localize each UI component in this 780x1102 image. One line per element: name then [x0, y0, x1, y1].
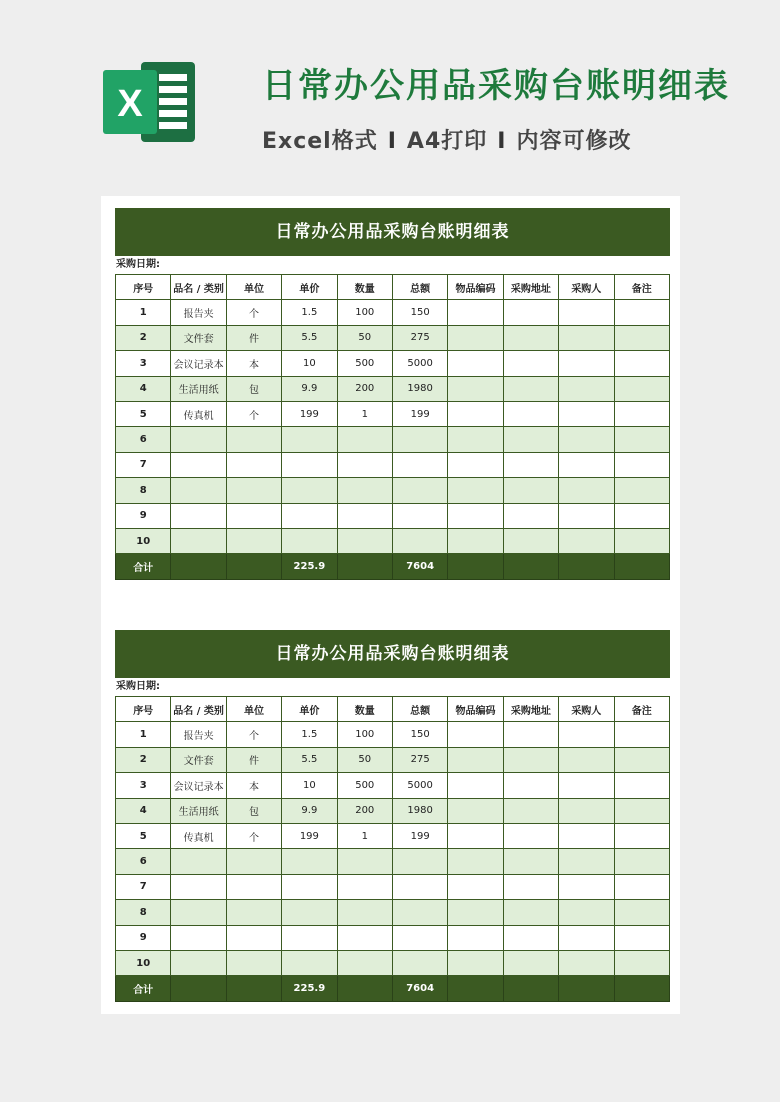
- column-header: 采购地址: [503, 275, 558, 300]
- table-cell[interactable]: [448, 401, 503, 426]
- table-cell[interactable]: [226, 925, 281, 950]
- column-header: 采购人: [559, 697, 614, 722]
- table-cell[interactable]: [614, 325, 669, 350]
- table-cell[interactable]: [614, 823, 669, 848]
- table-cell[interactable]: 2: [116, 747, 171, 772]
- table-cell[interactable]: 10: [282, 351, 337, 376]
- table-cell[interactable]: 9: [116, 925, 171, 950]
- table-cell[interactable]: [171, 503, 226, 528]
- table-cell[interactable]: [448, 900, 503, 925]
- table-cell[interactable]: [448, 798, 503, 823]
- table-cell[interactable]: 7: [116, 874, 171, 899]
- table-row: [116, 823, 670, 848]
- table-row: [116, 798, 670, 823]
- table-cell[interactable]: 199: [392, 823, 447, 848]
- table-cell[interactable]: [448, 325, 503, 350]
- column-header: 数量: [337, 697, 392, 722]
- total-cell: 合计: [116, 554, 171, 579]
- table-cell[interactable]: [559, 300, 614, 325]
- total-cell: 7604: [392, 976, 447, 1001]
- table-cell[interactable]: [282, 503, 337, 528]
- table-cell[interactable]: [614, 300, 669, 325]
- column-header: 单位: [226, 697, 281, 722]
- column-header: 品名 / 类别: [171, 697, 226, 722]
- table-cell[interactable]: 1.5: [282, 300, 337, 325]
- table-cell[interactable]: [559, 401, 614, 426]
- table-cell[interactable]: [171, 925, 226, 950]
- column-header: 数量: [337, 275, 392, 300]
- table-cell[interactable]: [171, 849, 226, 874]
- table-cell[interactable]: [171, 528, 226, 553]
- total-cell: [503, 976, 558, 1001]
- table-cell[interactable]: 会议记录本: [171, 773, 226, 798]
- table-cell[interactable]: 5.5: [282, 747, 337, 772]
- table-title: 日常办公用品采购台账明细表: [115, 208, 670, 256]
- table-cell[interactable]: 5: [116, 401, 171, 426]
- table-cell[interactable]: [503, 300, 558, 325]
- table-cell[interactable]: [503, 325, 558, 350]
- table-cell[interactable]: [559, 849, 614, 874]
- table-cell[interactable]: [226, 950, 281, 975]
- table-cell[interactable]: [614, 452, 669, 477]
- table-cell[interactable]: [448, 478, 503, 503]
- column-header: 单价: [282, 697, 337, 722]
- table-cell[interactable]: [448, 823, 503, 848]
- column-header: 采购地址: [503, 697, 558, 722]
- table-cell[interactable]: [392, 925, 447, 950]
- table-cell[interactable]: [614, 874, 669, 899]
- table-cell[interactable]: [614, 351, 669, 376]
- total-cell: [448, 976, 503, 1001]
- total-cell: 225.9: [282, 976, 337, 1001]
- table-cell[interactable]: [503, 798, 558, 823]
- table-cell[interactable]: [503, 478, 558, 503]
- total-cell: [614, 554, 669, 579]
- total-cell: 7604: [392, 554, 447, 579]
- table-cell[interactable]: [448, 849, 503, 874]
- table-cell[interactable]: 1: [116, 722, 171, 747]
- column-header: 单位: [226, 275, 281, 300]
- subtitle-editable: 内容可修改: [516, 129, 632, 154]
- table-cell[interactable]: [226, 503, 281, 528]
- table-cell[interactable]: 6: [116, 849, 171, 874]
- table-cell[interactable]: [503, 376, 558, 401]
- total-cell: [503, 554, 558, 579]
- table-cell[interactable]: [392, 950, 447, 975]
- table-cell[interactable]: [614, 798, 669, 823]
- table-cell[interactable]: 500: [337, 351, 392, 376]
- column-header: 单价: [282, 275, 337, 300]
- table-cell[interactable]: [614, 376, 669, 401]
- table-cell[interactable]: [503, 773, 558, 798]
- total-cell: 合计: [116, 976, 171, 1001]
- table-cell[interactable]: [282, 950, 337, 975]
- table-cell[interactable]: [282, 427, 337, 452]
- total-cell: [171, 976, 226, 1001]
- table-row: [116, 376, 670, 401]
- table-cell[interactable]: 8: [116, 900, 171, 925]
- table-row: [116, 351, 670, 376]
- subtitle-format: Excel格式: [262, 129, 378, 154]
- table-cell[interactable]: [614, 503, 669, 528]
- table-cell[interactable]: [448, 773, 503, 798]
- table-cell[interactable]: 文件套: [171, 325, 226, 350]
- table-cell[interactable]: 8: [116, 478, 171, 503]
- table-cell[interactable]: [448, 452, 503, 477]
- table-cell[interactable]: 报告夹: [171, 722, 226, 747]
- table-cell[interactable]: [226, 478, 281, 503]
- table-cell[interactable]: [171, 427, 226, 452]
- table-cell[interactable]: 9: [116, 503, 171, 528]
- table-cell[interactable]: [226, 452, 281, 477]
- column-header: 总额: [392, 697, 447, 722]
- table-cell[interactable]: [503, 722, 558, 747]
- table-cell[interactable]: 个: [226, 722, 281, 747]
- table-cell[interactable]: 件: [226, 747, 281, 772]
- table-cell[interactable]: 9.9: [282, 376, 337, 401]
- table-row: [116, 950, 670, 975]
- table-cell[interactable]: 100: [337, 722, 392, 747]
- table-cell[interactable]: [614, 427, 669, 452]
- ledger-table: [115, 696, 670, 1002]
- table-cell[interactable]: 本: [226, 773, 281, 798]
- table-cell[interactable]: [559, 747, 614, 772]
- table-header-row: [116, 697, 670, 722]
- table-cell[interactable]: 个: [226, 823, 281, 848]
- table-cell[interactable]: 包: [226, 376, 281, 401]
- table-cell[interactable]: [337, 478, 392, 503]
- table-row: [116, 773, 670, 798]
- table-cell[interactable]: [171, 452, 226, 477]
- table-cell[interactable]: [614, 747, 669, 772]
- table-cell[interactable]: [226, 874, 281, 899]
- table-cell[interactable]: [559, 528, 614, 553]
- table-cell[interactable]: [503, 528, 558, 553]
- column-header: 序号: [116, 697, 171, 722]
- table-row: [116, 452, 670, 477]
- purchase-date-label: 采购日期:: [116, 259, 160, 270]
- table-cell[interactable]: 5.5: [282, 325, 337, 350]
- table-cell[interactable]: [448, 528, 503, 553]
- table-cell[interactable]: [282, 874, 337, 899]
- table-cell[interactable]: 文件套: [171, 747, 226, 772]
- table-cell[interactable]: [337, 503, 392, 528]
- table-cell[interactable]: [337, 849, 392, 874]
- table-cell[interactable]: [614, 900, 669, 925]
- table-cell[interactable]: [559, 773, 614, 798]
- column-header: 备注: [614, 275, 669, 300]
- table-cell[interactable]: 10: [116, 950, 171, 975]
- table-cell[interactable]: 6: [116, 427, 171, 452]
- table-row: [116, 900, 670, 925]
- table-cell[interactable]: 报告夹: [171, 300, 226, 325]
- table-cell[interactable]: [337, 452, 392, 477]
- table-cell[interactable]: [559, 452, 614, 477]
- table-cell[interactable]: 生活用纸: [171, 798, 226, 823]
- table-row: [116, 300, 670, 325]
- table-cell[interactable]: 9.9: [282, 798, 337, 823]
- table-cell[interactable]: [448, 503, 503, 528]
- page-title: 日常办公用品采购台账明细表: [262, 66, 730, 106]
- table-cell[interactable]: [448, 950, 503, 975]
- total-cell: [559, 976, 614, 1001]
- table-cell[interactable]: [559, 874, 614, 899]
- table-cell[interactable]: 5000: [392, 773, 447, 798]
- table-cell[interactable]: 150: [392, 722, 447, 747]
- table-cell[interactable]: [282, 528, 337, 553]
- total-cell: [559, 554, 614, 579]
- table-cell[interactable]: [503, 925, 558, 950]
- table-cell[interactable]: [448, 874, 503, 899]
- table-cell[interactable]: [559, 722, 614, 747]
- excel-logo-icon: [101, 56, 199, 148]
- table-cell[interactable]: [559, 427, 614, 452]
- table-cell[interactable]: 275: [392, 325, 447, 350]
- total-cell: [171, 554, 226, 579]
- table-cell[interactable]: [614, 925, 669, 950]
- table-cell[interactable]: 件: [226, 325, 281, 350]
- table-cell[interactable]: [392, 874, 447, 899]
- table-cell[interactable]: [559, 900, 614, 925]
- table-cell[interactable]: 本: [226, 351, 281, 376]
- table-cell[interactable]: [392, 478, 447, 503]
- page-header: [0, 0, 780, 180]
- table-cell[interactable]: [559, 503, 614, 528]
- table-cell[interactable]: [614, 950, 669, 975]
- table-cell[interactable]: [559, 950, 614, 975]
- table-cell[interactable]: [171, 900, 226, 925]
- table-row: [116, 401, 670, 426]
- table-cell[interactable]: 50: [337, 325, 392, 350]
- table-cell[interactable]: [226, 528, 281, 553]
- table-header-row: [116, 275, 670, 300]
- table-cell[interactable]: [392, 427, 447, 452]
- table-cell[interactable]: [503, 900, 558, 925]
- table-row: [116, 722, 670, 747]
- page-subtitle: [262, 124, 631, 155]
- table-cell[interactable]: [448, 722, 503, 747]
- table-cell[interactable]: 1.5: [282, 722, 337, 747]
- table-cell[interactable]: [559, 823, 614, 848]
- table-cell[interactable]: [503, 823, 558, 848]
- total-cell: [337, 554, 392, 579]
- table-cell[interactable]: [448, 351, 503, 376]
- table-cell[interactable]: [226, 900, 281, 925]
- table-cell[interactable]: [559, 376, 614, 401]
- table-total-row: [116, 554, 670, 579]
- table-row: [116, 503, 670, 528]
- table-cell[interactable]: 1: [116, 300, 171, 325]
- table-cell[interactable]: [392, 503, 447, 528]
- column-header: 序号: [116, 275, 171, 300]
- table-total-row: [116, 976, 670, 1001]
- table-cell[interactable]: [503, 401, 558, 426]
- column-header: 品名 / 类别: [171, 275, 226, 300]
- table-cell[interactable]: [282, 478, 337, 503]
- table-cell[interactable]: [282, 900, 337, 925]
- table-cell[interactable]: 200: [337, 798, 392, 823]
- total-cell: [448, 554, 503, 579]
- column-header: 物品编码: [448, 697, 503, 722]
- table-cell[interactable]: [503, 351, 558, 376]
- table-cell[interactable]: [559, 798, 614, 823]
- total-cell: [337, 976, 392, 1001]
- table-cell[interactable]: [337, 950, 392, 975]
- ledger-block: [115, 630, 670, 1002]
- column-header: 采购人: [559, 275, 614, 300]
- table-cell[interactable]: [337, 925, 392, 950]
- table-cell[interactable]: 7: [116, 452, 171, 477]
- table-title: 日常办公用品采购台账明细表: [115, 630, 670, 678]
- table-cell[interactable]: [337, 874, 392, 899]
- table-cell[interactable]: 50: [337, 747, 392, 772]
- table-cell[interactable]: 会议记录本: [171, 351, 226, 376]
- table-cell[interactable]: 传真机: [171, 823, 226, 848]
- table-row: [116, 325, 670, 350]
- table-cell[interactable]: 1: [337, 823, 392, 848]
- table-cell[interactable]: [337, 900, 392, 925]
- table-cell[interactable]: 2: [116, 325, 171, 350]
- table-cell[interactable]: 1: [337, 401, 392, 426]
- table-cell[interactable]: [559, 925, 614, 950]
- table-cell[interactable]: [226, 849, 281, 874]
- table-cell[interactable]: [282, 452, 337, 477]
- table-cell[interactable]: [503, 950, 558, 975]
- table-cell[interactable]: [392, 528, 447, 553]
- table-cell[interactable]: 3: [116, 351, 171, 376]
- table-row: [116, 747, 670, 772]
- table-cell[interactable]: 生活用纸: [171, 376, 226, 401]
- table-cell[interactable]: [559, 325, 614, 350]
- table-cell[interactable]: [282, 925, 337, 950]
- table-cell[interactable]: 199: [282, 823, 337, 848]
- table-cell[interactable]: [614, 722, 669, 747]
- table-cell[interactable]: [448, 925, 503, 950]
- column-header: 物品编码: [448, 275, 503, 300]
- table-cell[interactable]: 4: [116, 798, 171, 823]
- table-row: [116, 427, 670, 452]
- table-cell[interactable]: 包: [226, 798, 281, 823]
- table-cell[interactable]: 275: [392, 747, 447, 772]
- table-cell[interactable]: [337, 528, 392, 553]
- subtitle-separator: I: [497, 129, 507, 154]
- table-cell[interactable]: [171, 874, 226, 899]
- table-cell[interactable]: 3: [116, 773, 171, 798]
- purchase-date-label: 采购日期:: [116, 681, 160, 692]
- table-cell[interactable]: [282, 849, 337, 874]
- table-cell[interactable]: 100: [337, 300, 392, 325]
- table-cell[interactable]: [503, 849, 558, 874]
- table-cell[interactable]: [503, 874, 558, 899]
- table-cell[interactable]: 1980: [392, 376, 447, 401]
- table-row: [116, 528, 670, 553]
- table-cell[interactable]: [392, 900, 447, 925]
- total-cell: [614, 976, 669, 1001]
- table-cell[interactable]: 10: [116, 528, 171, 553]
- table-cell[interactable]: [448, 427, 503, 452]
- total-cell: [226, 554, 281, 579]
- table-cell[interactable]: 传真机: [171, 401, 226, 426]
- total-cell: 225.9: [282, 554, 337, 579]
- table-row: [116, 478, 670, 503]
- table-cell[interactable]: [226, 427, 281, 452]
- table-cell[interactable]: [614, 401, 669, 426]
- column-header: 总额: [392, 275, 447, 300]
- table-row: [116, 874, 670, 899]
- table-cell[interactable]: [503, 452, 558, 477]
- table-cell[interactable]: [448, 300, 503, 325]
- table-cell[interactable]: 1980: [392, 798, 447, 823]
- table-cell[interactable]: [503, 427, 558, 452]
- table-cell[interactable]: 150: [392, 300, 447, 325]
- subtitle-separator: I: [387, 129, 397, 154]
- table-cell[interactable]: [171, 478, 226, 503]
- ledger-block: [115, 208, 670, 580]
- table-cell[interactable]: [559, 478, 614, 503]
- table-cell[interactable]: [448, 747, 503, 772]
- ledger-table: [115, 274, 670, 580]
- table-cell[interactable]: 200: [337, 376, 392, 401]
- table-cell[interactable]: [503, 747, 558, 772]
- table-cell[interactable]: [392, 849, 447, 874]
- subtitle-print: A4打印: [406, 129, 488, 154]
- table-cell[interactable]: 5: [116, 823, 171, 848]
- document-sheet: [101, 196, 680, 1014]
- logo-letter: X: [117, 83, 143, 125]
- total-cell: [226, 976, 281, 1001]
- table-cell[interactable]: [503, 503, 558, 528]
- table-cell[interactable]: 500: [337, 773, 392, 798]
- table-cell[interactable]: [171, 950, 226, 975]
- table-cell[interactable]: 个: [226, 401, 281, 426]
- table-cell[interactable]: [559, 351, 614, 376]
- table-cell[interactable]: 5000: [392, 351, 447, 376]
- table-cell[interactable]: 199: [392, 401, 447, 426]
- table-row: [116, 925, 670, 950]
- table-cell[interactable]: [337, 427, 392, 452]
- table-cell[interactable]: [614, 773, 669, 798]
- table-cell[interactable]: [392, 452, 447, 477]
- table-cell[interactable]: 10: [282, 773, 337, 798]
- column-header: 备注: [614, 697, 669, 722]
- table-cell[interactable]: 个: [226, 300, 281, 325]
- table-cell[interactable]: [614, 528, 669, 553]
- table-cell[interactable]: 199: [282, 401, 337, 426]
- table-cell[interactable]: [614, 478, 669, 503]
- table-cell[interactable]: [448, 376, 503, 401]
- table-cell[interactable]: 4: [116, 376, 171, 401]
- table-row: [116, 849, 670, 874]
- table-cell[interactable]: [614, 849, 669, 874]
